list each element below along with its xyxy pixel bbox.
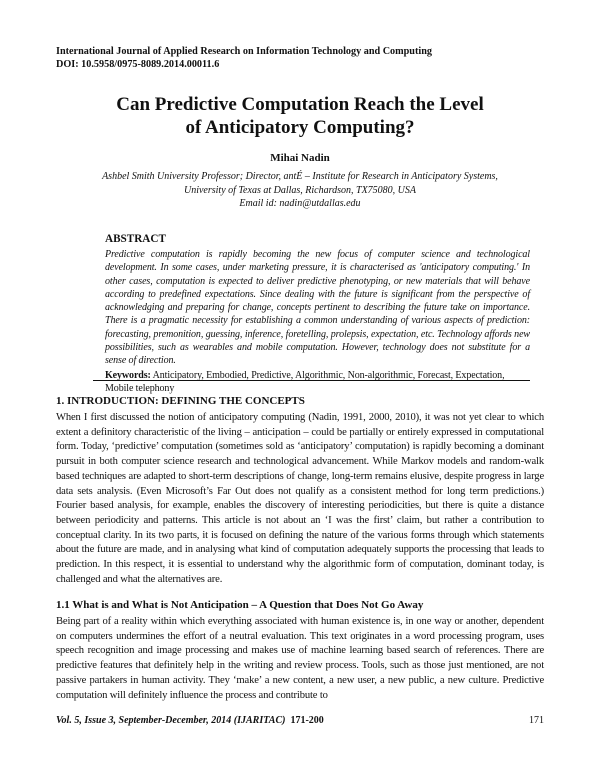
keywords-label: Keywords: — [105, 369, 151, 381]
page-number: 171 — [529, 715, 544, 726]
author-email: Email id: nadin@utdallas.edu — [239, 198, 361, 209]
keywords — [105, 369, 530, 396]
affiliation-line-1: Ashbel Smith University Professor; Director, antÉ – Institute for Research in Anticipatory Systems, — [102, 171, 498, 182]
author-affiliation — [0, 170, 600, 211]
keywords-list: Anticipatory, Embodied, Predictive, Algorithmic, Non-algorithmic, Forecast, Expectation, Mobile telephony — [105, 369, 505, 394]
abstract-heading: ABSTRACT — [105, 233, 166, 245]
affiliation-line-2: University of Texas at Dallas, Richardson, TX75080, USA — [183, 184, 417, 196]
title-line-1: Can Predictive Computation Reach the Level — [116, 94, 484, 115]
page-footer — [56, 715, 544, 726]
journal-name: International Journal of Applied Research on Information Technology and Computing — [56, 46, 432, 57]
section-body: When I first discussed the notion of anticipatory computing (Nadin, 1991, 2000, 2010), it was not yet clear to which extent a definitory characteristic of the living – anticipation – could be partially or entirely expressed in computational form. Today, ‘predictive’ computation (sometimes sold as ‘anticipatory’ computation) is rapidly becoming a dominant pursuit in both computer science research and technological advancement. While Markov models and random-walk based techniques are adapted to short-term descriptions of change, long-term remains elusive, despite progress in large data sets analysis. (Even Microsoft’s Far Out does not qualify as a consistent method for long term predictions.) Fourier based analysis, for example, enables the discovery of interesting periodicities, but there is quite a distance between periodicity and patterns. This article is not about an ‘I was the first’ claim, but rather a contribution to conceptual clarity. In its two parts, it is focused on defining the nature of the various forms through which statements about the future are made, and in analysing what kind of computation adequately supports the processing that leads to prediction. In this respect, it is essential to understand why the algorithmic form of computation, dominant today, is challenged and what the alternatives are. — [56, 412, 544, 585]
author-name: Mihai Nadin — [270, 152, 330, 164]
paper-title — [0, 93, 600, 139]
abstract-divider — [93, 380, 530, 381]
title-line-2: of Anticipatory Computing? — [185, 117, 415, 138]
doi: DOI: 10.5958/0975-8089.2014.00011.6 — [56, 59, 220, 70]
abstract — [105, 233, 530, 395]
section-heading: 1.1 What is and What is Not Anticipation – A Question that Does Not Go Away — [56, 599, 424, 611]
abstract-body: Predictive computation is rapidly becoming the new focus of computer science and technological development. In some cases, under marketing pressure, it is characterised as 'anticipatory computing.' In other cases, computation is expected to deliver predictive phenotyping, or new materials that will behave according to predefined expectations. Since dealing with the future is significant from the perspective of acknowledging and preparing for change, concepts pertinent to describing the future take on importance. There is a pragmatic necessity for establishing a common understanding of various aspects of prediction: forecasting, premonition, guessing, inference, foretelling, prolepsis, expectation, etc. Technology affords new possibilities, such as wearables and mobile computation. However, technology does not substitute for a sense of direction. — [105, 249, 530, 367]
footer-volume: Vol. 5, Issue 3, September-December, 2014 (IJARITAC) — [56, 715, 286, 726]
section-introduction — [56, 394, 544, 587]
journal-header — [56, 45, 432, 71]
footer-page-range: 171-200 — [290, 715, 324, 726]
section-body: Being part of a reality within which everything associated with human existence is, in one way or another, dependent on computers undermines the effort of a neutral evaluation. This text originates in a word processing program, uses speech recognition and image processing and makes use of machine learning based search of references. There are predictive features that definitely help in the writing and review process. Tools, such as those just mentioned, are not passive partakers in human activity. They ‘make’ a new content, a new user, a new public, a new culture. Predictive computation will definitely influence the process and contribute to — [56, 616, 544, 701]
section-heading: 1. INTRODUCTION: DEFINING THE CONCEPTS — [56, 395, 305, 407]
section-anticipation — [56, 598, 544, 703]
